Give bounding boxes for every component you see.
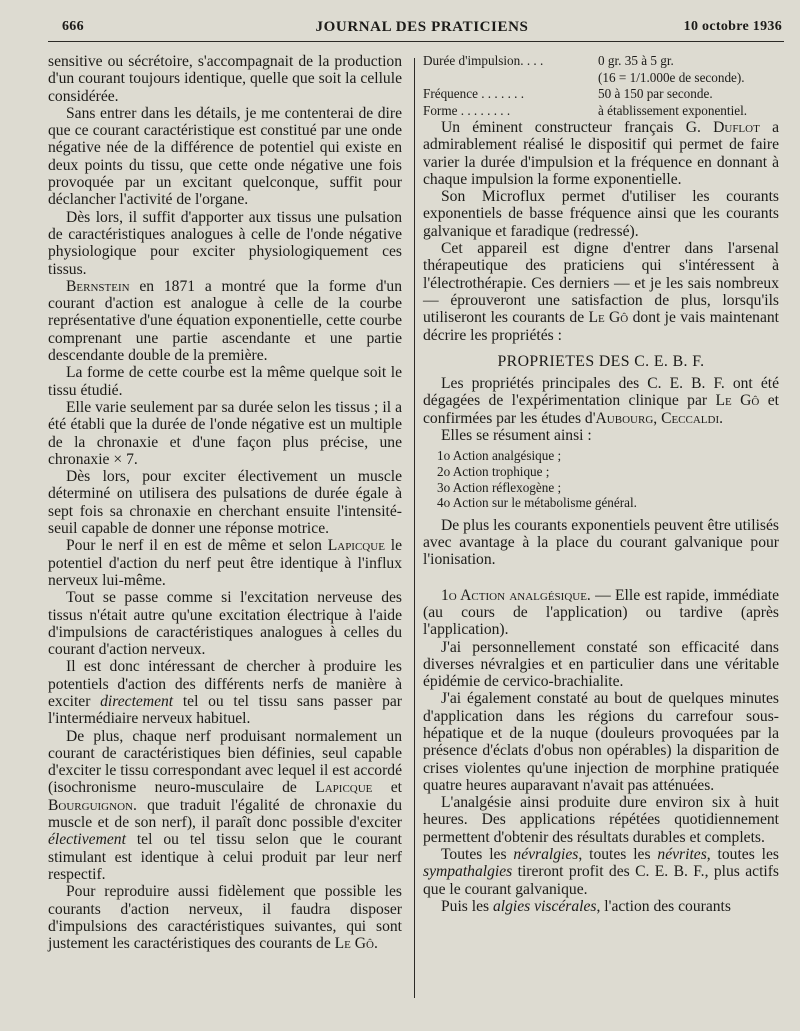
list-item: 3o Action réflexogène ; (437, 479, 562, 495)
paragraph-text: et (372, 779, 402, 797)
column-divider (414, 58, 415, 998)
author-name: Bourguignon (48, 796, 133, 814)
paragraph-text: Il est donc intéressant de chercher à produire les potentiels d'action des différents nerfs de manière à exciter (48, 658, 402, 710)
paragraph-text: en 1871 a montré que la forme d'un courant d'action est analogue à celle de la courbe représentative d'une équation exponentielle, cette courbe comprenant une partie ascendante et une partie descendante double de la première. (48, 277, 402, 365)
paragraph-text: De plus, chaque nerf produisant normalement un courant de caractéristiques bien définies, seul capable d'exciter le tissu correspondant avec lequel il est accordé (isochronisme neuro-musculaire de (48, 727, 402, 797)
emphasis: névralgies (513, 846, 579, 864)
paragraph: sensitive ou sécrétoire, s'accompagnait de la production d'un courant toujours identique, quelle que soit la cellule considérée. (48, 53, 402, 105)
properties-list (423, 448, 779, 510)
paragraph (48, 278, 402, 364)
paragraph-text: — Elle est rapide, immédiate (au cours de l'application) ou tardive (après l'application). (423, 586, 780, 639)
paragraph-text: , toutes les (578, 846, 658, 864)
paragraph: Tout se passe comme si l'excitation nerveuse des tissus n'était autre qu'une excitation électrique à l'aide d'impulsions de caractéristiques analogues à celles du courant d'action nerveux. (48, 589, 402, 659)
paragraph (423, 119, 779, 188)
author-name: Le Gô (715, 392, 760, 410)
left-column (48, 53, 402, 952)
author-name: Aubourg (595, 409, 654, 427)
paragraph-text: . (719, 409, 724, 427)
spacer (423, 569, 779, 587)
header-rule (48, 41, 784, 42)
subsection-title: 1o Action analgésique. (441, 586, 591, 604)
author-name: Lapicque (315, 779, 373, 797)
paragraph (48, 728, 402, 884)
paragraph-text: Pour reproduire aussi fidèlement que possible les courants d'action nerveux, il faudra disposer d'impulsions des caractéristiques suivantes, qui sont justement les caractéristiques des courants de (48, 883, 402, 953)
paragraph-text: dont je vais maintenant décrire les propriétés : (423, 309, 779, 344)
paragraph-text: Toutes les (441, 846, 514, 864)
paragraph: Elles se résument ainsi : (441, 427, 592, 445)
page-number: 666 (62, 19, 84, 34)
paragraph (423, 375, 779, 427)
paragraph-text: tel ou tel tissu sans passer par l'intermédiaire nerveux habituel. (48, 692, 402, 728)
right-column (423, 53, 779, 915)
spec-label: Durée d'impulsion. . . . (423, 53, 544, 68)
paragraph: L'analgésie ainsi produite dure environ six à huit heures. Des applications répétées quotidiennement permettent d'obtenir des résultats durables et complets. (423, 794, 779, 846)
paragraph: Dès lors, pour exciter électivement un muscle déterminé on utilisera des pulsations de durée égale à sept fois sa chronaxie en cherchant ensuite l'intensité-seuil capable de donner une réponse motrice. (48, 468, 402, 538)
paragraph-text: , toutes les (706, 846, 779, 864)
paragraph-text: . que traduit l'égalité de chronaxie du muscle et de son nerf), il paraît donc possible d'exciter (48, 796, 402, 832)
paragraph: Elle varie seulement par sa durée selon les tissus ; il a été établi que la durée de l'onde négative est un multiple de la chronaxie et d'une façon plus précise, une chronaxie × 7. (48, 398, 402, 468)
paragraph: La forme de cette courbe est la même quelque soit le tissu étudié. (48, 364, 402, 399)
paragraph-text: Puis les (441, 897, 493, 915)
paragraph-text: Cet appareil est digne d'entrer dans l'arsenal thérapeutique des praticiens qui s'intéressent à l'électrothérapie. Ces derniers — et je les sais nombreux — éprouveront une satisfaction de plus, lorsqu'ils utiliseront les courants de (423, 240, 779, 327)
paragraph (423, 846, 779, 898)
spec-row (423, 103, 779, 120)
emphasis: névrites (657, 846, 707, 864)
paragraph: Sans entrer dans les détails, je me contenterai de dire que ce courant caractéristique est constitué par une onde négative née de la différence de potentiel qui existe en deux points du tissu, que cette onde négative une fois provoquée par un excitant quelconque, suffit pour déclancher l'activité de l'organe. (48, 104, 402, 209)
emphasis: directement (100, 692, 174, 710)
emphasis: algies viscérales (493, 897, 597, 915)
paragraph-text: tireront profit des C. E. B. F., plus actifs que le courant galvanique. (423, 863, 779, 898)
page-header (62, 19, 782, 39)
paragraph: Dès lors, il suffit d'apporter aux tissus une pulsation de caractéristiques analogues à celle de l'onde négative physiologique pour exciter physiologiquement ces tissus. (48, 208, 402, 278)
journal-title: JOURNAL DES PRATICIENS (315, 19, 529, 35)
paragraph-text: Pour le nerf il en est de même et selon (66, 537, 328, 555)
author-name: Le Gô (588, 309, 629, 327)
spec-value: à établissement exponentiel. (598, 102, 748, 118)
list-item: 4o Action sur le métabolisme général. (437, 495, 637, 511)
spec-value: 50 à 150 par seconde. (598, 86, 713, 101)
paragraph (48, 658, 402, 727)
paragraph-text: Un éminent constructeur français G. (441, 119, 714, 136)
author-name: Le Gô (334, 935, 375, 953)
author-name: Ceccaldi (661, 409, 720, 427)
paragraph: J'ai personnellement constaté son efficacité dans diverses névralgies et en particulier dans une véritable épidémie de cervico-brachialite. (423, 638, 779, 691)
impulse-specs (423, 53, 779, 119)
list-item: 2o Action trophique ; (437, 463, 550, 479)
list-item: 1o Action analgésique ; (437, 448, 562, 464)
author-name: Bernstein (66, 277, 130, 295)
paragraph (48, 537, 402, 589)
paragraph (423, 240, 779, 344)
paragraph (423, 898, 779, 915)
spec-label (423, 70, 598, 87)
section-heading: PROPRIETES DES C. E. B. F. (497, 352, 705, 370)
author-name: Lapicque (327, 537, 385, 555)
paragraph-text: et confirmées par les études d' (423, 392, 779, 427)
paragraph-text: Les propriétés principales des C. E. B. F. ont été dégagées de l'expérimentation clinique par (423, 375, 779, 410)
issue-date: 10 octobre 1936 (683, 19, 782, 34)
author-name: Duflot (713, 119, 760, 136)
paragraph-text: . (374, 935, 378, 953)
spec-row (423, 86, 779, 103)
spec-label: Forme . . . . . . . . (423, 102, 511, 118)
emphasis: électivement (48, 831, 126, 849)
spec-label: Fréquence . . . . . . . (423, 86, 525, 101)
paragraph: Son Microflux permet d'utiliser les courants exponentiels de basse fréquence ainsi que les courants galvanique et faradique (redressé). (423, 188, 779, 240)
spec-value: (16 = 1/1.000e de seconde). (598, 69, 745, 85)
emphasis: sympathalgies (423, 863, 513, 881)
paragraph-text: , (653, 409, 662, 427)
paragraph (48, 883, 402, 952)
paragraph-text: , l'action des courants (596, 897, 731, 915)
paragraph: De plus les courants exponentiels peuvent être utilisés avec avantage à la place du courant galvanique pour l'ionisation. (423, 516, 779, 569)
spec-row (423, 53, 779, 70)
paragraph (423, 587, 779, 639)
paragraph: J'ai également constaté au bout de quelques minutes d'application dans les régions du carrefour sous-hépatique et de la nuque (douleurs provoquées par la présence d'éclats d'obus non opérables) la disparition de crises violentes qu'une injection de morphine pratiquée quatre heures auparavant n'avait pas atténuées. (423, 690, 779, 794)
spec-row (423, 70, 779, 87)
paragraph-text: a admirablement réalisé le dispositif qui permet de faire varier la durée d'impulsion et la fréquence en donnant à chaque impulsion la forme exponentielle. (423, 119, 779, 188)
spec-value: 0 gr. 35 à 5 gr. (598, 53, 674, 68)
paragraph-text: tel ou tel tissu selon que le courant stimulant est identique à celui produit par leur nerf respectif. (48, 831, 402, 883)
paragraph-text: le potentiel d'action du nerf peut être identique à l'influx nerveux lui-même. (48, 537, 402, 589)
